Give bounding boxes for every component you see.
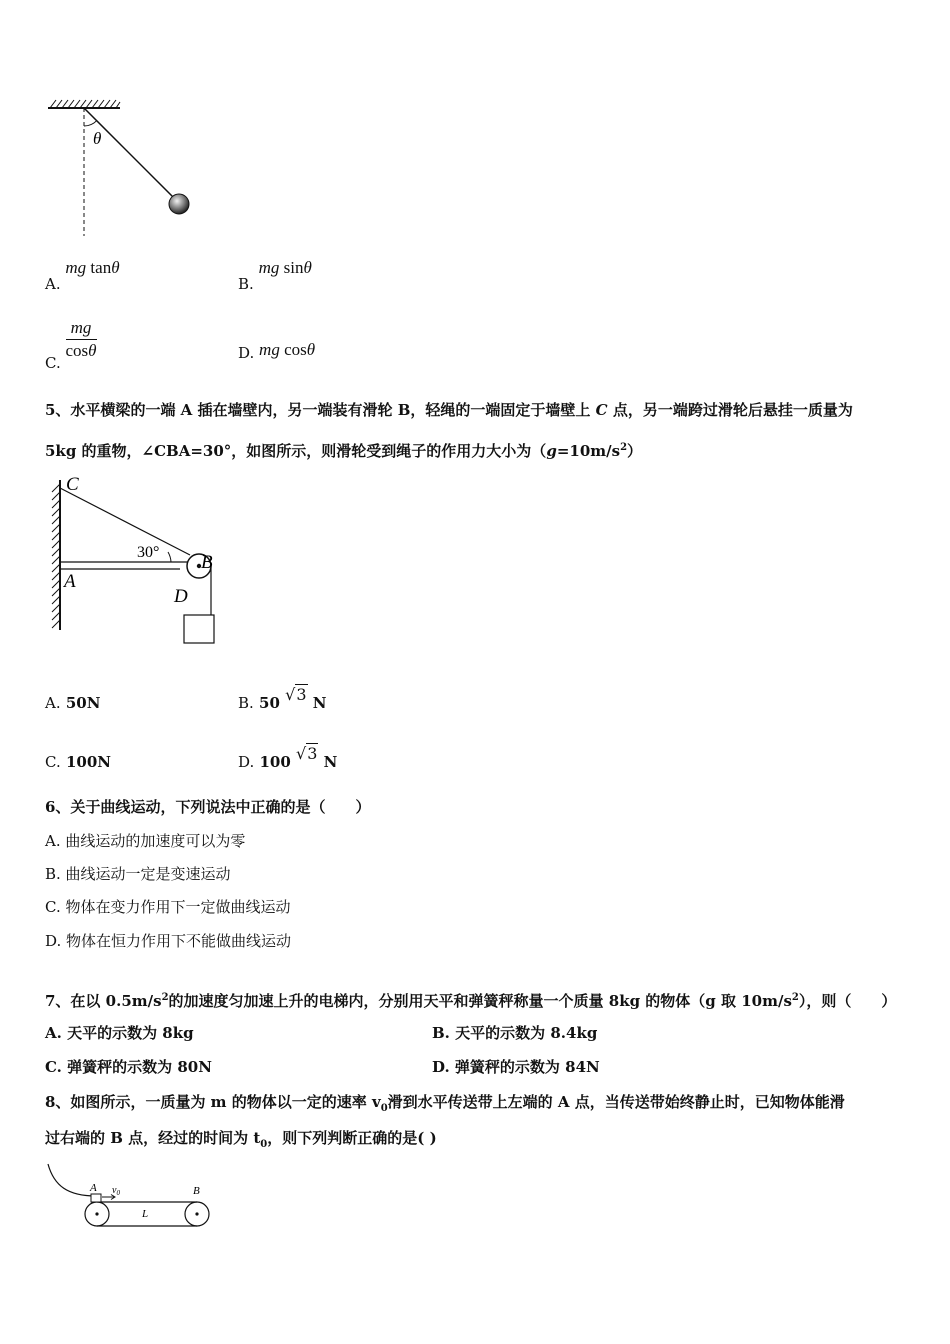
angle-30-label: 30° (137, 544, 160, 561)
point-c-label: C (66, 474, 79, 495)
belt-length-label: L (142, 1208, 149, 1220)
q6-option-a: A. 曲线运动的加速度可以为零 (45, 832, 246, 850)
q4-option-a: A. mg tanθ (45, 258, 120, 293)
q5-option-c: C. 100N (45, 753, 111, 771)
q7-option-b: B. 天平的示数为 8.4kg (432, 1024, 598, 1042)
q7-option-a: A. 天平的示数为 8kg (45, 1024, 194, 1042)
q5-option-b: B. 50 √3 N (238, 685, 327, 712)
q7-option-d: D. 弹簧秤的示数为 84N (432, 1058, 600, 1076)
q8-stem-line1: 8、如图所示，一质量为 m 的物体以一定的速率 $v_0$滑到水平传送带上左端的 A 点，当传送带始终静止时，已知物体能滑 (45, 1093, 845, 1114)
q4-option-c: C. $\frac{mg}{\cos\theta}$ (45, 318, 97, 372)
q6-stem: 6、关于曲线运动，下列说法中正确的是（ ） (45, 798, 371, 816)
pulley-figure (40, 470, 240, 650)
q4-option-b: B. mg sinθ (238, 258, 312, 293)
pendulum-angle-label: θ (93, 129, 102, 148)
belt-velocity-label: $v_0$ (112, 1185, 120, 1197)
point-d-label: D (174, 586, 188, 607)
q5-option-a: A. 50N (45, 694, 101, 712)
q6-option-d: D. 物体在恒力作用下不能做曲线运动 (45, 932, 292, 950)
q5-stem-line2: 5kg 的重物，∠CBA=30°，如图所示，则滑轮受到绳子的作用力大小为$(g=10m/s^2)$ (45, 442, 643, 460)
q6-option-c: C. 物体在变力作用下一定做曲线运动 (45, 898, 291, 916)
belt-point-a-label: A (90, 1182, 97, 1194)
q6-option-b: B. 曲线运动一定是变速运动 (45, 865, 231, 883)
point-a-label: A (64, 571, 76, 592)
pendulum-figure (40, 96, 210, 241)
belt-point-b-label: B (193, 1185, 200, 1197)
q7-option-c: C. 弹簧秤的示数为 80N (45, 1058, 212, 1076)
q4-option-d: D. mg cosθ (238, 340, 316, 362)
q5-stem-line1: 5、水平横梁的一端 A 插在墙壁内，另一端装有滑轮 B，轻绳的一端固定于墙壁上 C 点，另一端跨过滑轮后悬挂一质量为 (45, 401, 853, 419)
q8-stem-line2: 过右端的 B 点，经过的时间为 $t_0$，则下列判断正确的是( ) (45, 1129, 437, 1150)
conveyor-figure (40, 1160, 220, 1235)
q5-option-d: D. 100 √3 N (238, 744, 338, 771)
q7-stem: 7、在以 $0.5m/s^2$的加速度匀加速上升的电梯内，分别用天平和弹簧秤称量一个质量 8kg 的物体（g 取 $10m/s^2$），则（ ） (45, 992, 897, 1010)
point-b-label: B (201, 552, 213, 573)
